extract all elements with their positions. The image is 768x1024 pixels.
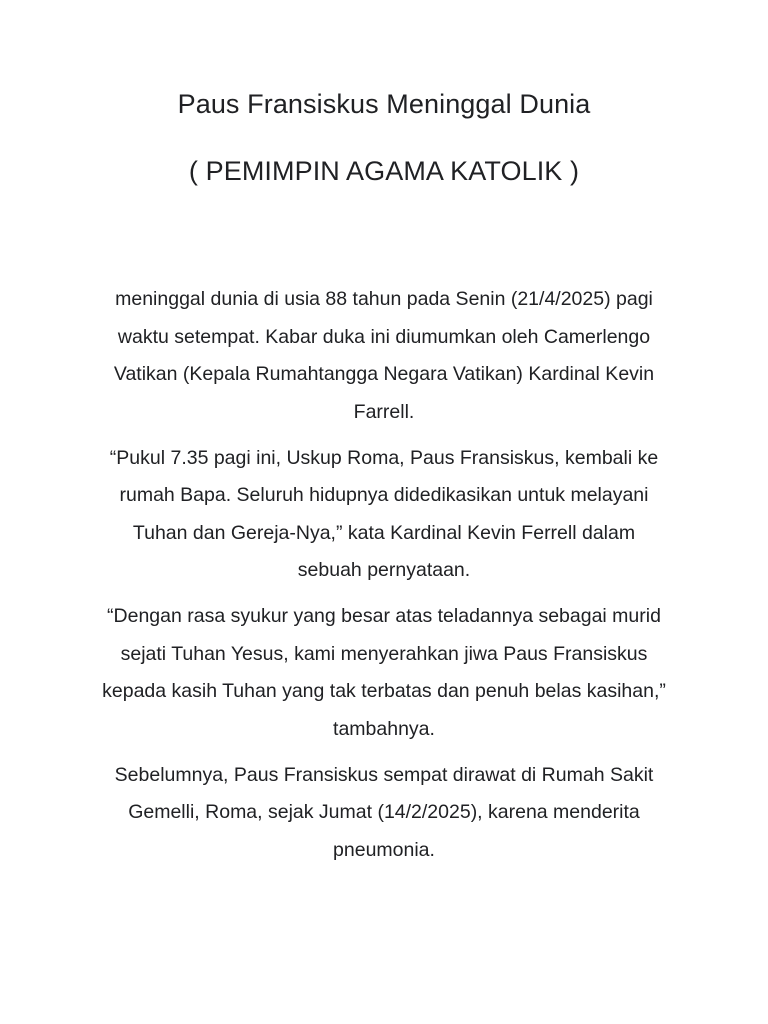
paragraph-3: “Dengan rasa syukur yang besar atas teladannya sebagai murid sejati Tuhan Yesus, kami menyerahkan jiwa Paus Fransiskus kepada kasih Tuhan yang tak terbatas dan penuh belas kasihan,” tambahnya. [102,605,666,740]
paragraph-4: Sebelumnya, Paus Fransiskus sempat dirawat di Rumah Sakit Gemelli, Roma, sejak Jumat (14/2/2025), karena menderita pneumonia. [114,763,654,861]
paragraph-2: “Pukul 7.35 pagi ini, Uskup Roma, Paus Fransiskus, kembali ke rumah Bapa. Seluruh hidupnya didedikasikan untuk melayani Tuhan dan Gereja-Nya,” kata Kardinal Kevin Ferrell dalam sebuah pernyataan. [109,446,659,581]
document-subtitle: ( PEMIMPIN AGAMA KATOLIK ) [188,156,580,186]
paragraph-1: meninggal dunia di usia 88 tahun pada Senin (21/4/2025) pagi waktu setempat. Kabar duka ini diumumkan oleh Camerlengo Vatikan (Kepala Rumahtangga Negara Vatikan) Kardinal Kevin Farrell. [113,288,655,423]
article-body [100,281,668,878]
document-title: Paus Fransiskus Meninggal Dunia [177,89,591,119]
